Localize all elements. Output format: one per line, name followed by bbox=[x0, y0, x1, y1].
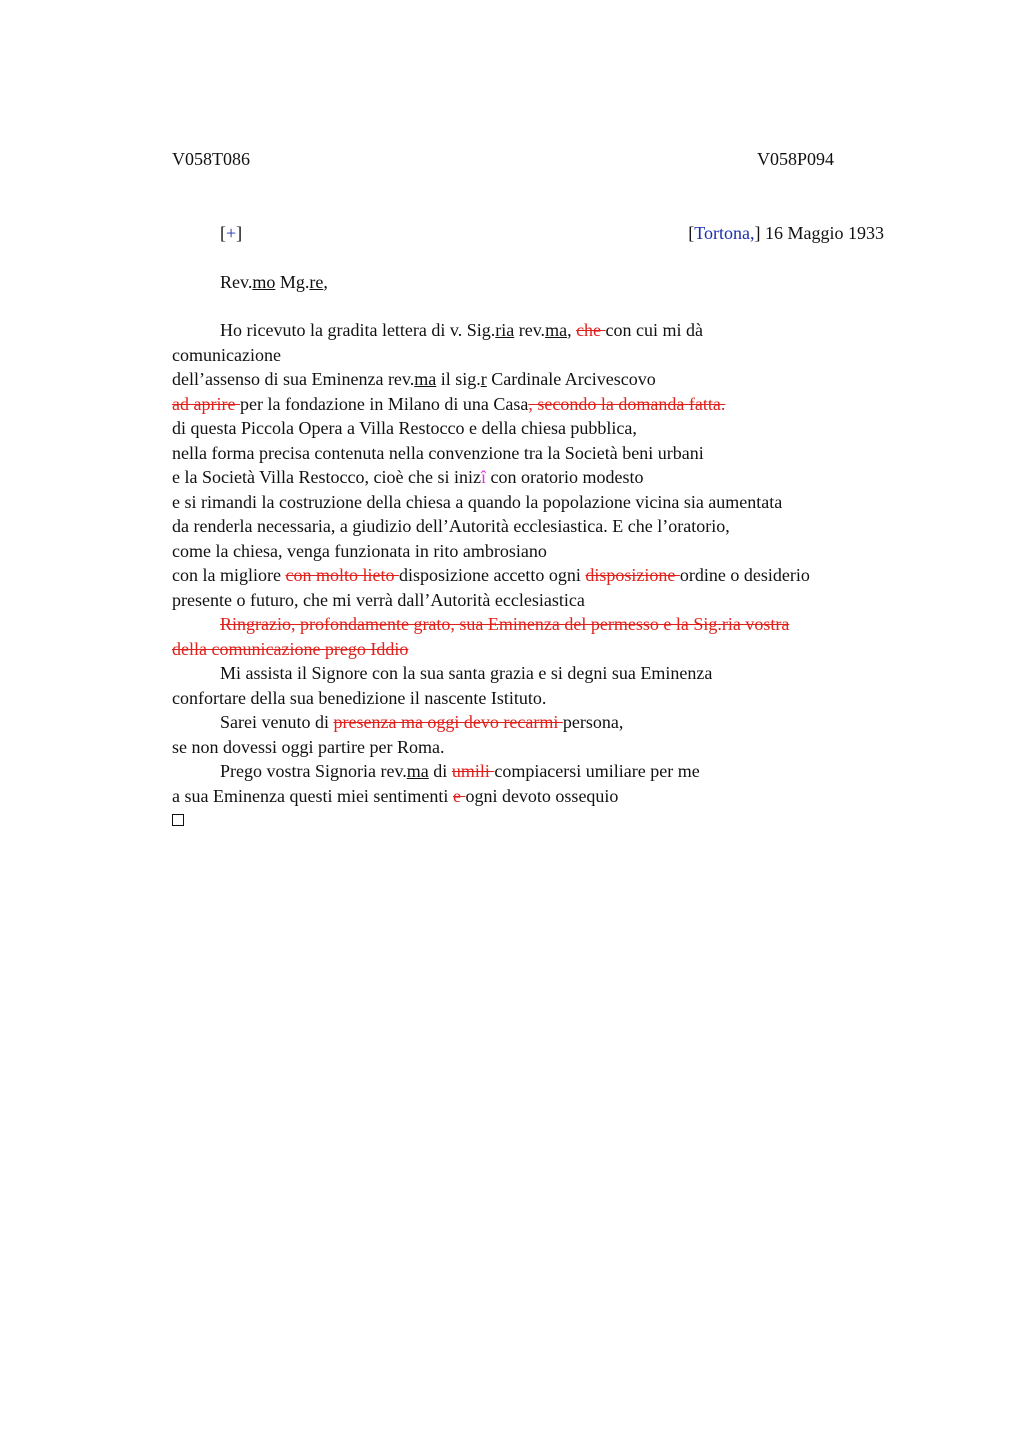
cross-symbol: + bbox=[226, 223, 237, 243]
text: il sig. bbox=[436, 369, 481, 389]
deleted-text: umili bbox=[451, 761, 495, 781]
line-17 bbox=[172, 710, 932, 735]
line-9 bbox=[172, 514, 932, 539]
salutation-comma: , bbox=[323, 272, 328, 292]
salutation-mo: mo bbox=[252, 272, 276, 292]
text: di questa Piccola Opera a Villa Restocco e della chiesa pubblica, bbox=[172, 418, 637, 438]
place: Tortona, bbox=[694, 223, 755, 243]
line-15 bbox=[172, 661, 932, 686]
place-date bbox=[688, 222, 884, 244]
salutation-re: re bbox=[309, 272, 324, 292]
text: , bbox=[567, 320, 577, 340]
cross-marker bbox=[220, 222, 242, 244]
bracket-close: ] bbox=[236, 223, 243, 243]
salutation-mg: Mg. bbox=[275, 272, 310, 292]
text: nella forma precisa contenuta nella convenzione tra la Società beni urbani bbox=[172, 442, 704, 463]
line-2 bbox=[172, 343, 932, 368]
deleted-text: disposizione bbox=[585, 565, 680, 585]
text: Ho ricevuto la gradita lettera di v. Sig. bbox=[220, 320, 496, 340]
text: persona, bbox=[562, 712, 624, 732]
text: disposizione accetto ogni bbox=[398, 565, 586, 585]
text: compiacersi umiliare per me bbox=[494, 761, 700, 781]
bracket-open: [ bbox=[220, 223, 226, 243]
salutation bbox=[220, 271, 328, 293]
line-4 bbox=[172, 392, 932, 417]
bracket-open-place: [ bbox=[688, 223, 695, 243]
line-5 bbox=[172, 416, 932, 441]
text: Sarei venuto di bbox=[220, 712, 334, 732]
line-3 bbox=[172, 367, 932, 392]
text: Mi assista il Signore con la sua santa grazia e si degni sua Eminenza bbox=[220, 663, 713, 683]
text: con la migliore bbox=[172, 565, 286, 585]
text: e si rimandi la costruzione della chiesa a quando la popolazione vicina sia aumentata bbox=[172, 491, 783, 512]
line-18 bbox=[172, 735, 932, 760]
deleted-text: Ringrazio, profondamente grato, sua Eminenza del permesso e la Sig.ria vostra bbox=[220, 614, 790, 634]
code-left: V058T086 bbox=[172, 149, 250, 169]
text: ogni devoto ossequio bbox=[465, 785, 619, 806]
line-12 bbox=[172, 588, 932, 613]
abbrev-underlined: ria bbox=[495, 320, 515, 340]
date: 16 Maggio 1933 bbox=[765, 223, 884, 243]
end-of-text-box-icon bbox=[172, 814, 184, 826]
text: presente o futuro, che mi verrà dall’Autorità ecclesiastica bbox=[172, 589, 585, 610]
text: a sua Eminenza questi miei sentimenti bbox=[172, 785, 453, 806]
text: come la chiesa, venga funzionata in rito ambrosiano bbox=[172, 540, 547, 561]
text: per la fondazione in Milano di una Casa bbox=[239, 393, 529, 414]
text: ordine o desiderio bbox=[679, 565, 810, 585]
text: con cui mi dà bbox=[605, 320, 704, 340]
bracket-close-place: ] bbox=[754, 223, 761, 243]
text: da renderla necessaria, a giudizio dell’Autorità ecclesiastica. E che l’oratorio, bbox=[172, 516, 730, 536]
deleted-text: presenza ma oggi devo recarmi bbox=[333, 712, 563, 732]
line-19 bbox=[172, 759, 932, 784]
deleted-text: ad aprire bbox=[172, 393, 240, 414]
deleted-text: che bbox=[576, 320, 606, 340]
line-10 bbox=[172, 539, 932, 564]
line-11 bbox=[172, 563, 932, 588]
text: Cardinale Arcivescovo bbox=[486, 369, 656, 389]
line-6 bbox=[172, 441, 932, 466]
code-right: V058P094 bbox=[757, 149, 835, 169]
abbrev-underlined: ma bbox=[406, 761, 429, 781]
line-7 bbox=[172, 465, 932, 490]
abbrev-underlined: ma bbox=[545, 320, 568, 340]
line-13 bbox=[172, 612, 932, 637]
text: comunicazione bbox=[172, 344, 281, 365]
deleted-text: e bbox=[452, 785, 466, 806]
text: confortare della sua benedizione il nascente Istituto. bbox=[172, 687, 547, 708]
text: Prego vostra Signoria rev. bbox=[220, 761, 407, 781]
deleted-text: della comunicazione prego Iddio bbox=[172, 638, 409, 659]
line-1 bbox=[172, 318, 932, 343]
deleted-text: , secondo la domanda fatta. bbox=[528, 393, 726, 414]
line-16 bbox=[172, 686, 932, 711]
deleted-text: con molto lieto bbox=[285, 565, 399, 585]
text: e la Società Villa Restocco, cioè che si iniz bbox=[172, 467, 481, 487]
line-20 bbox=[172, 784, 932, 809]
text: rev. bbox=[514, 320, 546, 340]
letter-body bbox=[172, 318, 932, 833]
text: dell’assenso di sua Eminenza rev. bbox=[172, 369, 415, 389]
line-8 bbox=[172, 490, 932, 515]
text: con oratorio modesto bbox=[486, 467, 644, 487]
abbrev-underlined: r bbox=[480, 369, 487, 389]
abbrev-underlined: ma bbox=[414, 369, 437, 389]
text: di bbox=[428, 761, 452, 781]
salutation-rev: Rev. bbox=[220, 272, 253, 292]
line-14 bbox=[172, 637, 932, 662]
editorial-mark: î bbox=[480, 467, 486, 487]
text: se non dovessi oggi partire per Roma. bbox=[172, 736, 445, 757]
